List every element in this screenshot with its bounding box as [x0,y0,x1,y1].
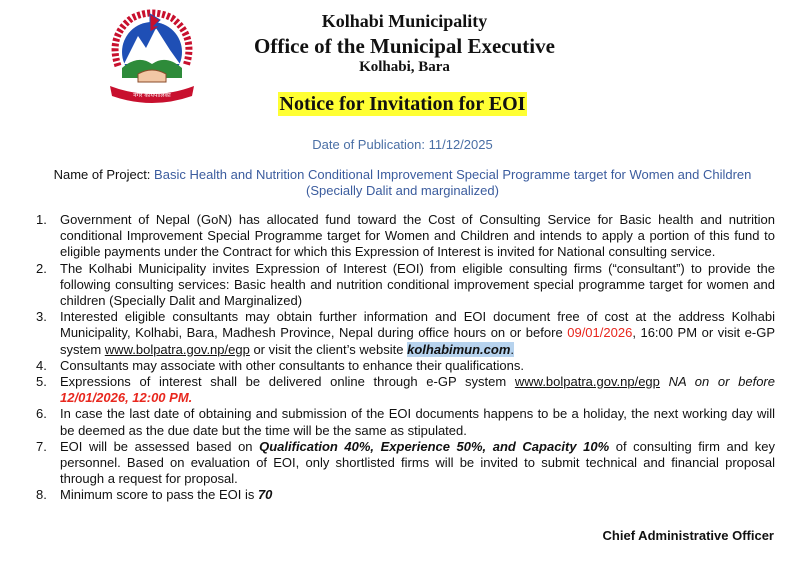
project-title: Basic Health and Nutrition Conditional Improvement Special Programme target for Women and Children (Specially Dalit and marginalized) [154,167,752,198]
item-text: Interested eligible consultants may obtain further information and EOI document free of cost at the address Kolhabi Municipality, Kolhabi, Bara, Madhesh Province, Nepal during office hours on or before [60,309,775,341]
list-item [18,439,775,488]
item-text: or visit the client’s website [249,341,408,357]
item-text: Minimum score to pass the EOI is [60,487,258,503]
item-number: 5. [36,374,47,390]
item-number: 2. [36,260,47,276]
minimum-score: 70 [257,487,273,503]
notice-title-wrap [0,93,805,116]
item-number: 6. [36,406,47,422]
item-text: Expressions of interest shall be delivered online through e-GP system [60,374,515,390]
item-number: 8. [36,487,47,503]
signature-title: Chief Administrative Officer [602,528,774,543]
item-text: Consultants may associate with other consultants to enhance their qualifications. [60,357,524,373]
item-text: . [188,390,193,406]
item-text: The Kolhabi Municipality invites Expression of Interest (EOI) from eligible consulting firms (“consultant”) to provide the following consulting services: Basic health and nutrition conditional improvement special programme target for women and children (Specially Dalit and Marginalized) [60,260,775,309]
item-number: 7. [36,438,47,454]
item-number: 1. [36,212,47,227]
document-deadline-date: 09/01/2026 [567,325,633,341]
office-name: Office of the Municipal Executive [254,34,555,58]
list-item [18,212,775,261]
list-item [18,309,775,358]
item-text: NA on or before [659,374,775,390]
item-text: In case the last date of obtaining and submission of the EOI documents happens to be a holiday, the next working day will be deemed as the due date but the time will be the same as stipulated. [60,406,775,438]
item-text: . [510,341,515,357]
list-item [18,261,775,310]
item-text: , 16:00 PM or visit e-GP system [60,325,775,357]
publication-date: Date of Publication: 11/12/2025 [312,137,493,152]
list-item [18,358,775,374]
list-item [18,406,775,438]
list-item [18,374,775,406]
office-location: Kolhabi, Bara [359,59,450,75]
item-text: EOI will be assessed based on [60,438,260,454]
item-number: 4. [36,357,47,373]
emblem-motto: नगर कार्यपालिका [133,92,171,99]
item-text: Government of Nepal (GoN) has allocated fund toward the Cost of Consulting Service for Basic health and nutrition conditional Improvement Special Programme target for Women and Children and intends to apply a portion of this fund to eligible payments under the Contract for which this Expression of Interest is invited for National consulting service. [60,212,775,260]
municipality-name: Kolhabi Municipality [321,11,488,31]
item-text: of consulting firm and key personnel. Based on evaluation of EOI, only shortlisted firms will be invited to submit technical and financial proposal through a request for proposal. [60,438,775,487]
project-label: Name of Project: [53,167,155,182]
evaluation-criteria: Qualification 40%, Experience 50%, and Capacity 10% [259,438,610,454]
submission-deadline: 12/01/2026, 12:00 PM [60,390,189,406]
item-number: 3. [36,309,47,325]
list-item [18,487,775,503]
client-website-link[interactable]: kolhabimun.com [407,341,511,357]
project-name [40,167,765,199]
egp-link[interactable]: www.bolpatra.gov.np/egp [514,374,660,390]
eoi-clauses [18,212,775,504]
notice-title: Notice for Invitation for EOI [279,93,526,115]
egp-link[interactable]: www.bolpatra.gov.np/egp [104,341,250,357]
